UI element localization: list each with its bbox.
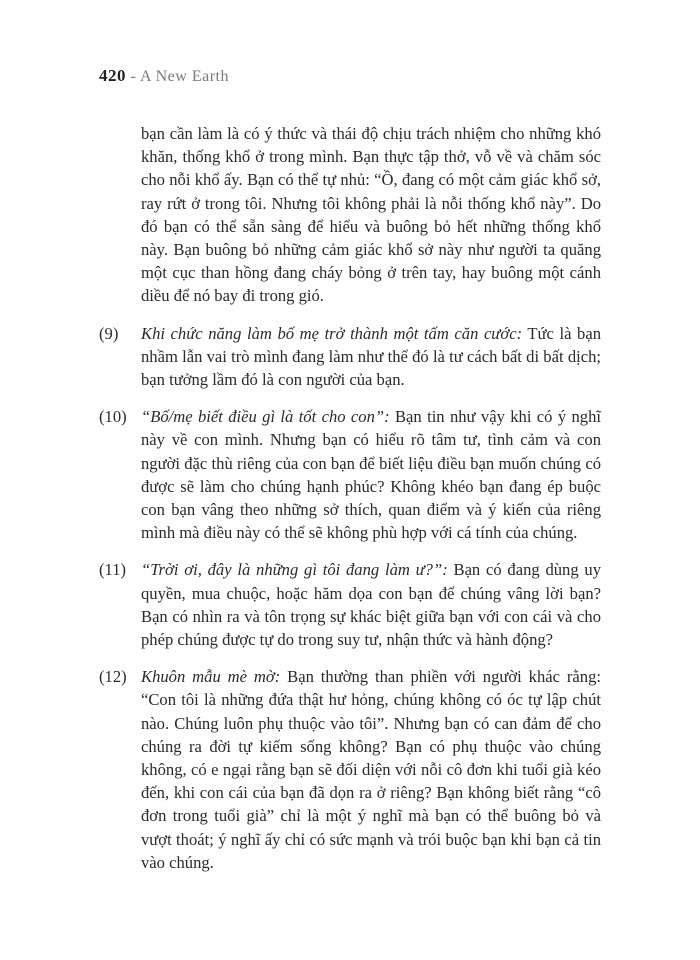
header-separator: - xyxy=(126,68,140,85)
list-item-10 xyxy=(99,405,601,544)
page-body xyxy=(99,122,601,874)
item-text: Tức là bạn nhầm lẫn vai trò mình đang làm như thể đó là tư cách bất di bất dịch; bạn tưởng lầm đó là con người của bạn. xyxy=(141,323,601,390)
item-body xyxy=(141,558,601,651)
item-text: Bạn tin như vậy khi có ý nghĩ này về con mình. Nhưng bạn có hiểu rõ tâm tư, tình cảm và con người đặc thù riêng của con bạn để biết liệu điều bạn muốn chúng có được sẽ làm cho chúng hạnh phúc? Không khéo bạn đang ép buộc con bạn vâng theo những sở thích, quan điểm và ý kiến của riêng mình mà điều này có thể sẽ không phù hợp với cá tính của chúng. xyxy=(141,407,601,543)
item-body xyxy=(141,405,601,544)
item-body xyxy=(141,322,601,392)
item-lead: Khi chức năng làm bố mẹ trở thành một tấm căn cước: xyxy=(141,323,523,343)
book-title: A New Earth xyxy=(139,68,229,85)
item-lead: “Bố/mẹ biết điều gì là tốt cho con”: xyxy=(141,407,390,427)
item-text: Bạn thường than phiền với người khác rằng: “Con tôi là những đứa thật hư hỏng, chúng không có óc tự lập chút nào. Chúng luôn phụ thuộc vào tôi”. Nhưng bạn có can đảm để cho chúng ra đời tự kiếm sống không? Bạn có phụ thuộc vào chúng không, có e ngại rằng bạn sẽ đối diện với nỗi cô đơn khi tuổi già kéo đến, khi con cái của bạn đã dọn ra ở riêng? Bạn không biết rằng “cô đơn trong tuổi già” chỉ là một ý nghĩ mà bạn có thể buông bỏ và vượt thoát; ý nghĩ ấy chỉ có sức mạnh và trói buộc bạn khi bạn cả tin vào chúng. xyxy=(141,667,601,872)
page-number: 420 xyxy=(99,66,126,85)
item-number: (12) xyxy=(99,667,127,687)
item-number: (11) xyxy=(99,560,127,580)
list-item-9 xyxy=(99,322,601,392)
item-text: Bạn có đang dùng uy quyền, mua chuộc, hoặc hăm dọa con bạn để chúng vâng lời bạn? Bạn có nhìn ra và tôn trọng sự khác biệt giữa bạn với con cái và cho phép chúng được tự do trong suy tư, nhận thức và hành động? xyxy=(141,560,602,650)
running-header xyxy=(99,66,229,86)
item-number: (9) xyxy=(99,323,119,343)
item-lead: “Trời ơi, đây là những gì tôi đang làm ư?”: xyxy=(141,560,448,580)
list-item-11 xyxy=(99,558,601,651)
item-number: (10) xyxy=(99,407,127,427)
item-lead: Khuôn mẫu mè mờ: xyxy=(141,667,281,687)
item-body xyxy=(141,665,601,874)
continuation-paragraph: bạn cần làm là có ý thức và thái độ chịu trách nhiệm cho những khó khăn, thống khổ ở trong mình. Bạn thực tập thở, vỗ về và chăm sóc cho nỗi khổ ấy. Bạn có thể tự nhủ: “Ồ, đang có một cảm giác khổ sở, ray rứt ở trong tôi. Nhưng tôi không phải là nỗi thống khổ này”. Do đó bạn có thể sẵn sàng để hiểu và buông bỏ hết những thống khổ này. Bạn buông bỏ những cảm giác khổ sở này như người ta quăng một cục than hồng đang cháy bỏng ở trên tay, hay buông một cánh diều để nó bay đi trong gió. xyxy=(141,124,601,306)
list-item-12 xyxy=(99,665,601,874)
